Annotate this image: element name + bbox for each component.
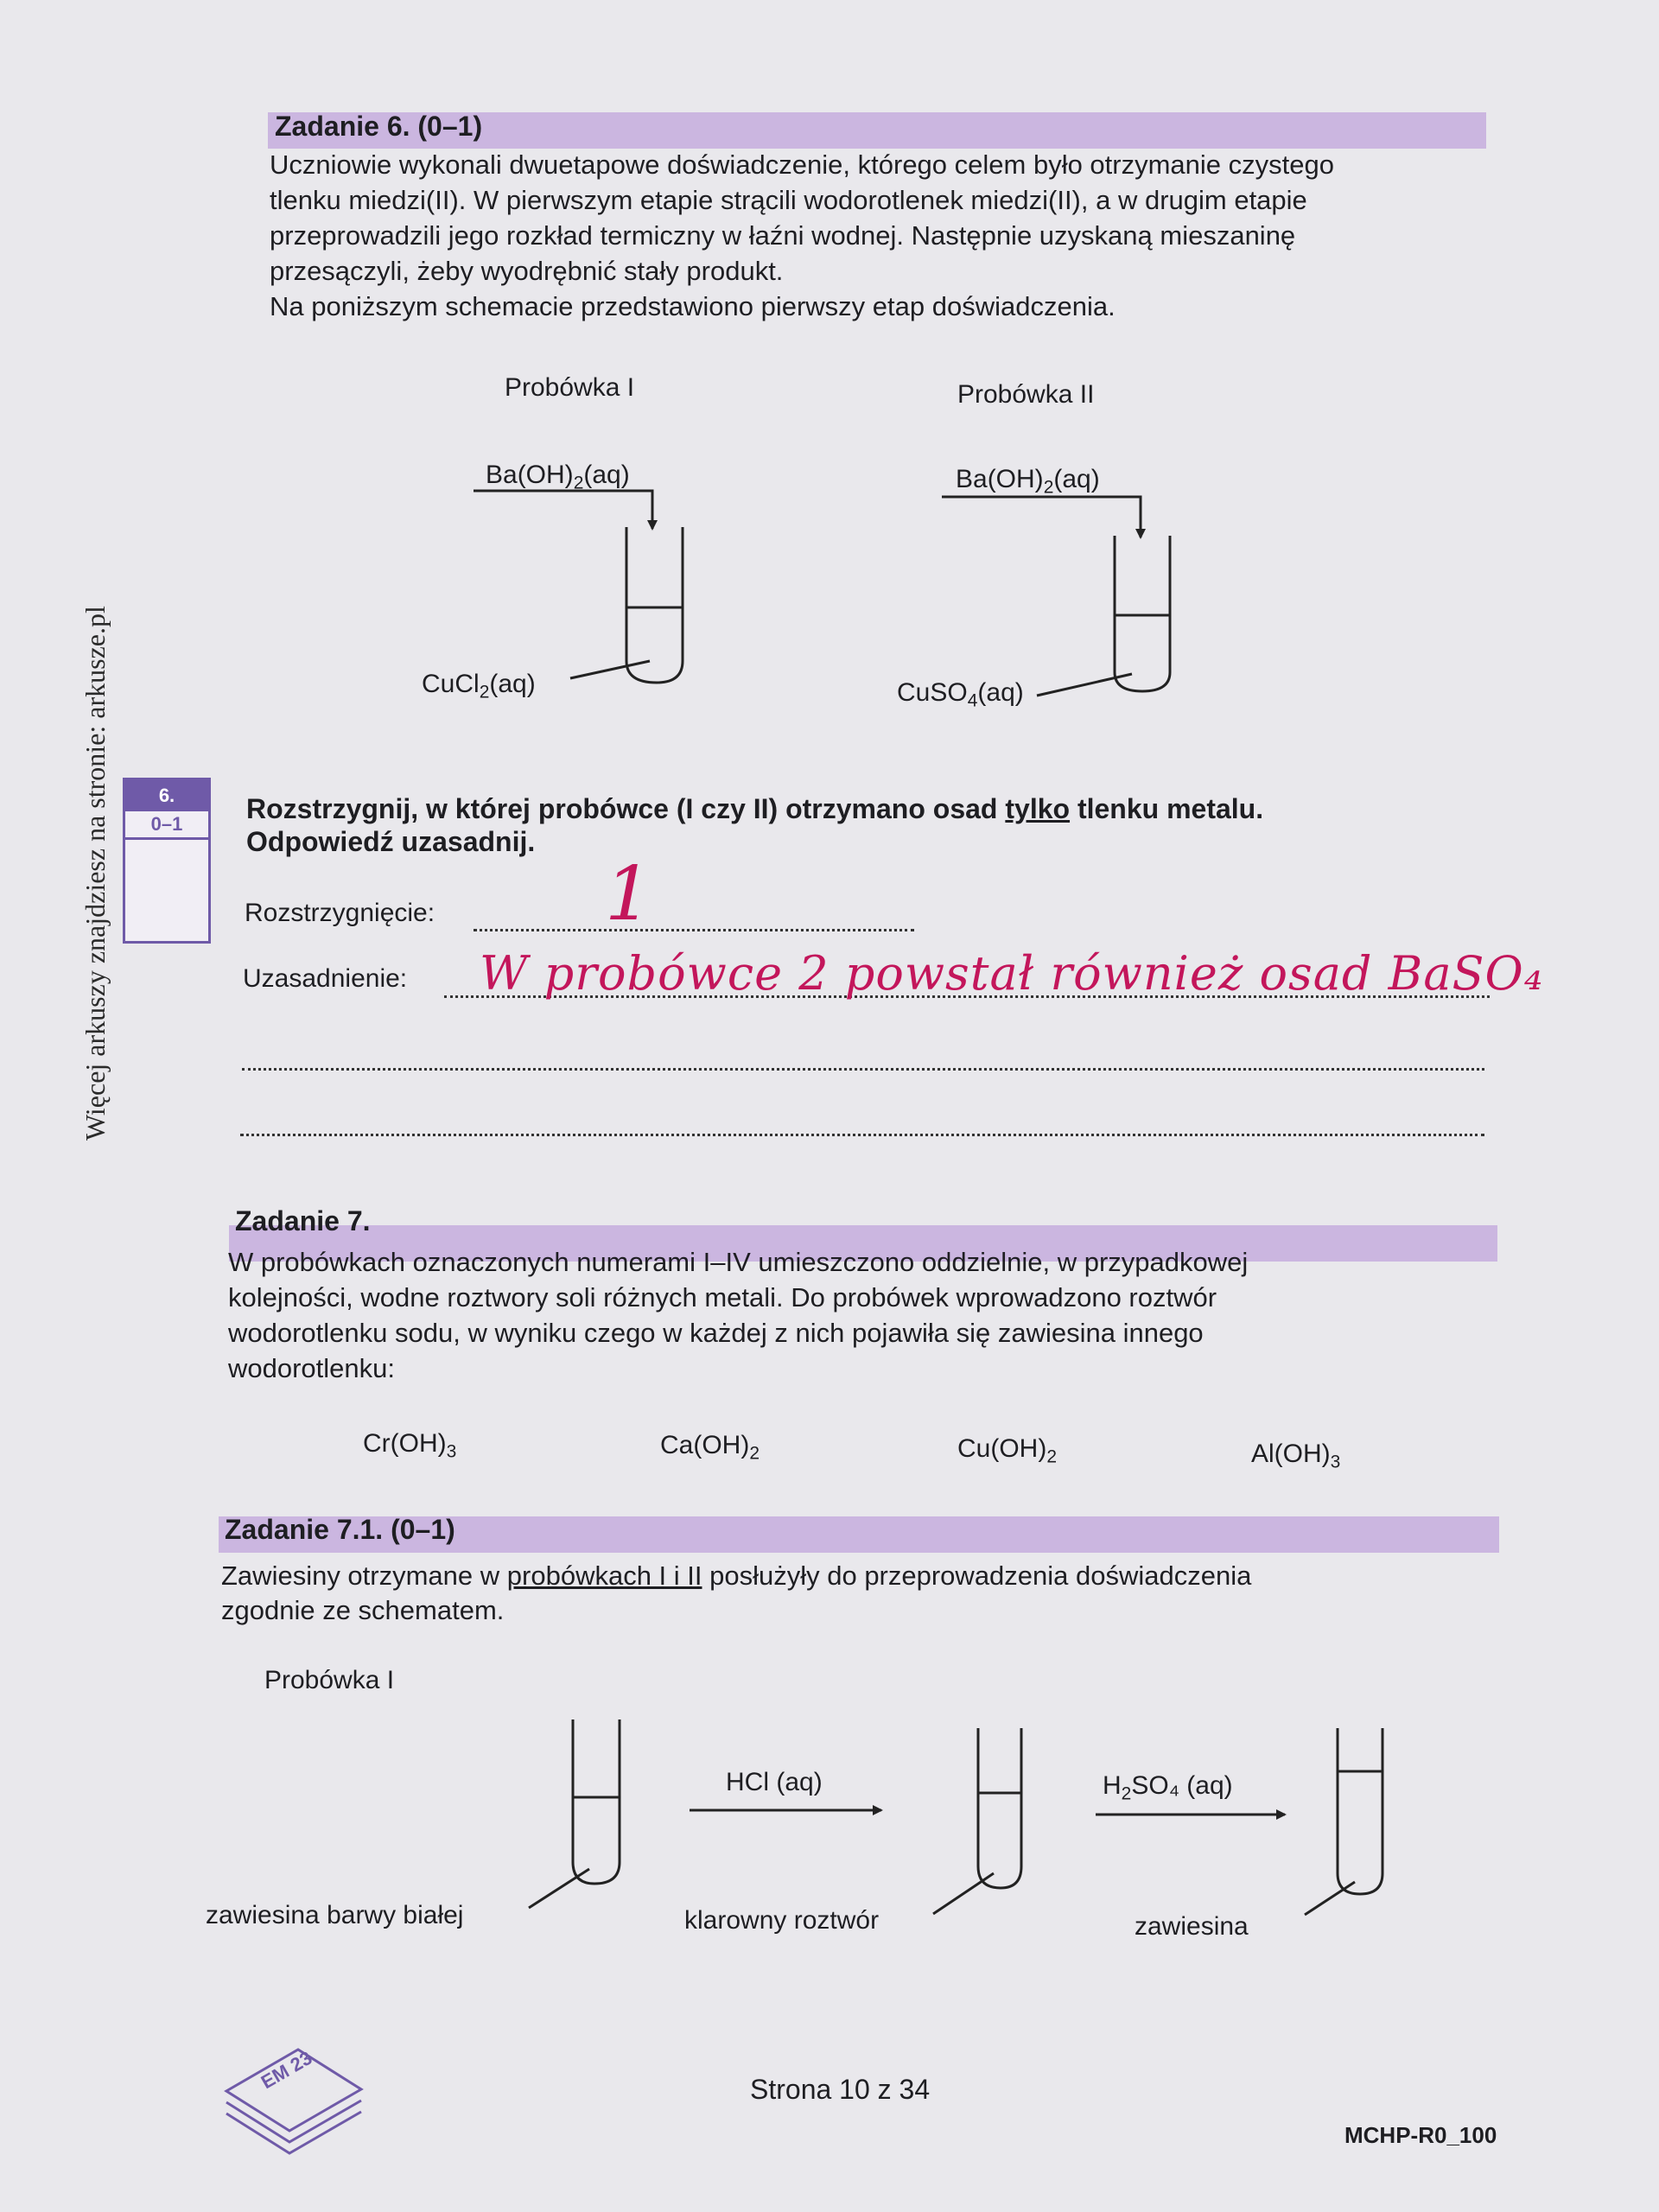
handwritten-decision: 1: [605, 851, 652, 938]
task6-intro: Uczniowie wykonali dwuetapowe doświadczenie, którego celem było otrzymanie czystego tlenku miedzi(II). W pierwszym etapie strącili wodorotlenek miedzi(II), a w drugim etapie przeprowadzili jego rozkład termiczny w łaźni wodnej. Następnie uzyskaną mieszaninę przesączyli, żeby wyodrębnić stały produkt. Na poniższym schemacie przedstawiono pierwszy etap doświadczenia.: [270, 149, 1334, 321]
justification-line-3: [240, 1134, 1484, 1136]
decision-label: Rozstrzygnięcie:: [245, 899, 435, 927]
state-3: zawiesina: [1135, 1912, 1249, 1941]
task6-question-line2: Odpowiedź uzasadnij.: [246, 826, 536, 857]
arrow2-label: $H_2SO_4$ (aq): [1103, 1771, 1233, 1804]
tube1-label: Probówka I: [505, 373, 635, 402]
task71-line2: zgodnie ze schematem.: [221, 1595, 505, 1625]
task7-title: Zadanie 7.: [235, 1205, 371, 1236]
task7-intro: W probówkach oznaczonych numerami I–IV umieszczono oddzielnie, w przypadkowej kolejności, wodne roztwory soli różnych metali. Do probówek wprowadzono roztwór wodorotlenku sodu, w wyniku czego w każdej z nich pojawiła się zawiesina innego wodorotlenku:: [228, 1247, 1249, 1383]
justification-label: Uzasadnienie:: [243, 964, 408, 993]
tube2-reagent: $Ba(OH)_2(aq)$: [956, 465, 1100, 498]
page-number: Strona 10 z 34: [750, 2074, 931, 2105]
test-tube-1: [474, 491, 683, 683]
task71-title: Zadanie 7.1. (0–1): [225, 1514, 455, 1545]
logo-text: EM 23: [257, 2046, 316, 2094]
tube2-label: Probówka II: [957, 380, 1095, 409]
decision-line: [474, 929, 914, 931]
tube1-solution: CuCl$_2$(aq): [422, 670, 536, 702]
hydroxide-3: $Cu(OH)_2$: [957, 1434, 1058, 1467]
state-2: klarowny roztwór: [684, 1906, 880, 1935]
task71-line1: Zawiesiny otrzymane w probówkach I i II posłużyły do przeprowadzenia doświadczenia: [221, 1560, 1252, 1591]
justification-line-2: [242, 1068, 1484, 1071]
scheme-label: Probówka I: [264, 1666, 395, 1694]
score-box-points: 0–1: [125, 811, 208, 840]
score-box: [123, 778, 211, 944]
side-watermark-text: Więcej arkuszy znajdziesz na stronie: arkusze.pl: [79, 606, 111, 1141]
handwritten-justification: W probówce 2 powstał również osad BaSO₄: [480, 946, 1544, 1001]
hydroxide-2: $Ca(OH)_2$: [660, 1431, 760, 1464]
state-1: zawiesina barwy białej: [206, 1901, 464, 1929]
task6-title: Zadanie 6. (0–1): [275, 111, 483, 142]
task6-question-line1: Rozstrzygnij, w której probówce (I czy II) otrzymano osad tylko tlenku metalu.: [246, 793, 1264, 824]
arrow1-label: HCl (aq): [726, 1768, 823, 1796]
hydroxide-4: $Al(OH)_3$: [1251, 1440, 1341, 1472]
scheme-tube-1: [529, 1719, 620, 1908]
tube1-reagent: $Ba(OH)_2(aq)$: [486, 461, 630, 493]
test-tube-2: [942, 497, 1170, 696]
hydroxide-1: $Cr(OH)_3$: [363, 1429, 457, 1462]
tube2-solution: CuSO$_4$(aq): [897, 678, 1024, 711]
scheme-tube-2: [933, 1728, 1021, 1914]
document-code: MCHP-R0_100: [1344, 2122, 1497, 2148]
score-box-number: 6.: [125, 780, 208, 811]
scheme-tube-3: [1305, 1728, 1382, 1915]
